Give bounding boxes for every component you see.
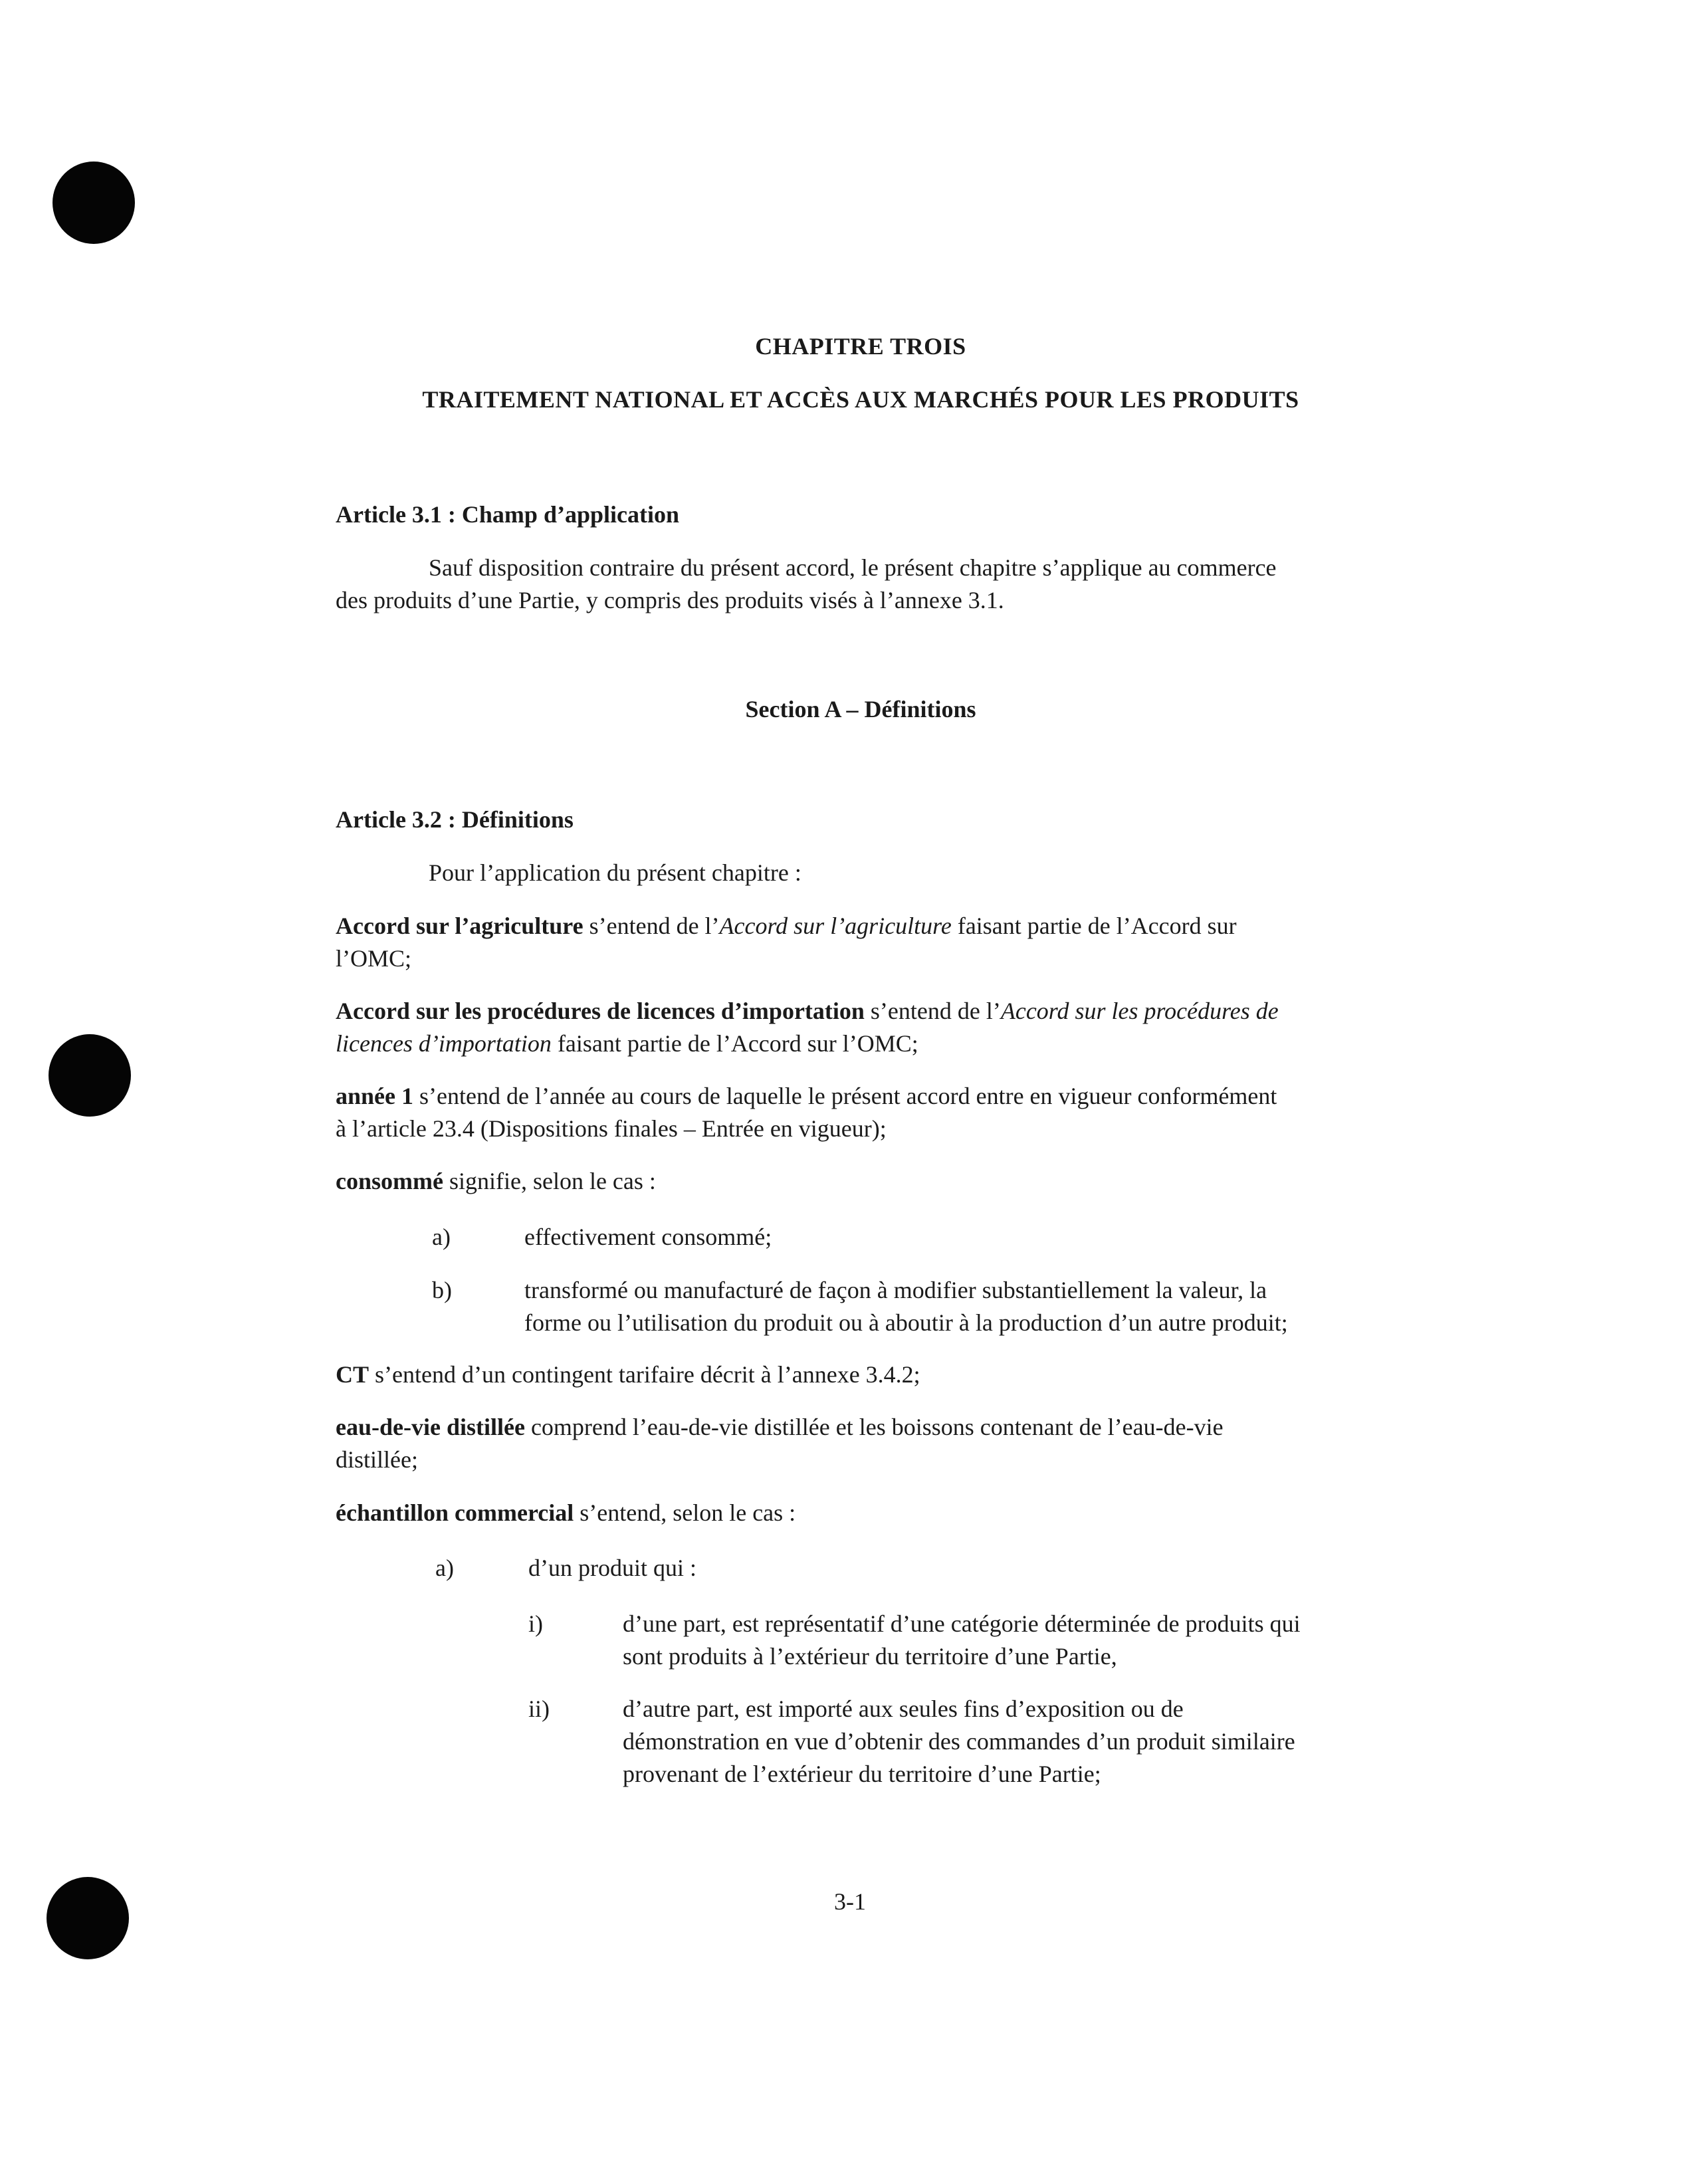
article-3-1-body-line1: Sauf disposition contraire du présent accord, le présent chapitre s’applique au commerce (429, 554, 1277, 581)
article-3-2-intro: Pour l’application du présent chapitre : (429, 859, 801, 886)
definition-term: Accord sur les procédures de licences d’importation (336, 998, 865, 1024)
definition-accord-licences-line2: licences d’importation faisant partie de l’Accord sur l’OMC; (336, 1030, 918, 1057)
chapter-title: TRAITEMENT NATIONAL ET ACCÈS AUX MARCHÉS POUR LES PRODUITS (422, 386, 1299, 413)
list-item-text: transformé ou manufacturé de façon à modifier substantiellement la valeur, la (524, 1277, 1267, 1303)
list-item-text: d’un produit qui : (528, 1555, 696, 1581)
page-number: 3-1 (834, 1888, 866, 1915)
list-item-text: effectivement consommé; (524, 1224, 772, 1250)
definition-annee-1: année 1 s’entend de l’année au cours de laquelle le présent accord entre en vigueur conformément (336, 1083, 1277, 1109)
definition-term: Accord sur l’agriculture (336, 913, 584, 939)
chapter-number-title: CHAPITRE TROIS (755, 333, 966, 360)
list-marker: b) (432, 1277, 452, 1303)
sublist-item-text-line2: sont produits à l’extérieur du territoire d’une Partie, (623, 1643, 1117, 1670)
list-item-text-line2: forme ou l’utilisation du produit ou à aboutir à la production d’un autre produit; (524, 1309, 1288, 1336)
binder-hole-top (53, 162, 135, 244)
article-3-1-body-line2: des produits d’une Partie, y compris des produits visés à l’annexe 3.1. (336, 587, 1004, 613)
sublist-marker: i) (528, 1610, 543, 1637)
definition-term: échantillon commercial (336, 1499, 574, 1526)
sublist-marker: ii) (528, 1695, 550, 1722)
definition-echantillon: échantillon commercial s’entend, selon le cas : (336, 1499, 796, 1526)
sublist-item-text: d’une part, est représentatif d’une catégorie déterminée de produits qui (623, 1610, 1301, 1637)
definition-term: eau-de-vie distillée (336, 1414, 525, 1440)
list-marker: a) (435, 1555, 454, 1581)
section-a-heading: Section A – Définitions (745, 696, 976, 722)
article-3-1-heading: Article 3.1 : Champ d’application (336, 501, 679, 528)
definition-term: CT (336, 1361, 370, 1388)
definition-term: consommé (336, 1168, 443, 1194)
sublist-item-text-line2: démonstration en vue d’obtenir des commandes d’un produit similaire (623, 1728, 1295, 1755)
sublist-item-text-line3: provenant de l’extérieur du territoire d’une Partie; (623, 1761, 1101, 1787)
definition-ct: CT s’entend d’un contingent tarifaire décrit à l’annexe 3.4.2; (336, 1361, 920, 1388)
list-marker: a) (432, 1224, 451, 1250)
binder-hole-middle (49, 1034, 131, 1117)
definition-eau-de-vie: eau-de-vie distillée comprend l’eau-de-vie distillée et les boissons contenant de l’eau-de-vie (336, 1414, 1223, 1440)
definition-consomme: consommé signifie, selon le cas : (336, 1168, 656, 1194)
article-3-2-heading: Article 3.2 : Définitions (336, 806, 574, 833)
definition-accord-agriculture-line2: l’OMC; (336, 945, 412, 972)
definition-eau-de-vie-line2: distillée; (336, 1446, 418, 1473)
definition-annee-1-line2: à l’article 23.4 (Dispositions finales – Entrée en vigueur); (336, 1115, 887, 1142)
definition-term: année 1 (336, 1083, 413, 1109)
definition-accord-licences: Accord sur les procédures de licences d’importation s’entend de l’Accord sur les procédures de (336, 998, 1279, 1024)
definition-accord-agriculture: Accord sur l’agriculture s’entend de l’Accord sur l’agriculture faisant partie de l’Accord sur (336, 913, 1237, 939)
sublist-item-text: d’autre part, est importé aux seules fins d’exposition ou de (623, 1695, 1184, 1722)
